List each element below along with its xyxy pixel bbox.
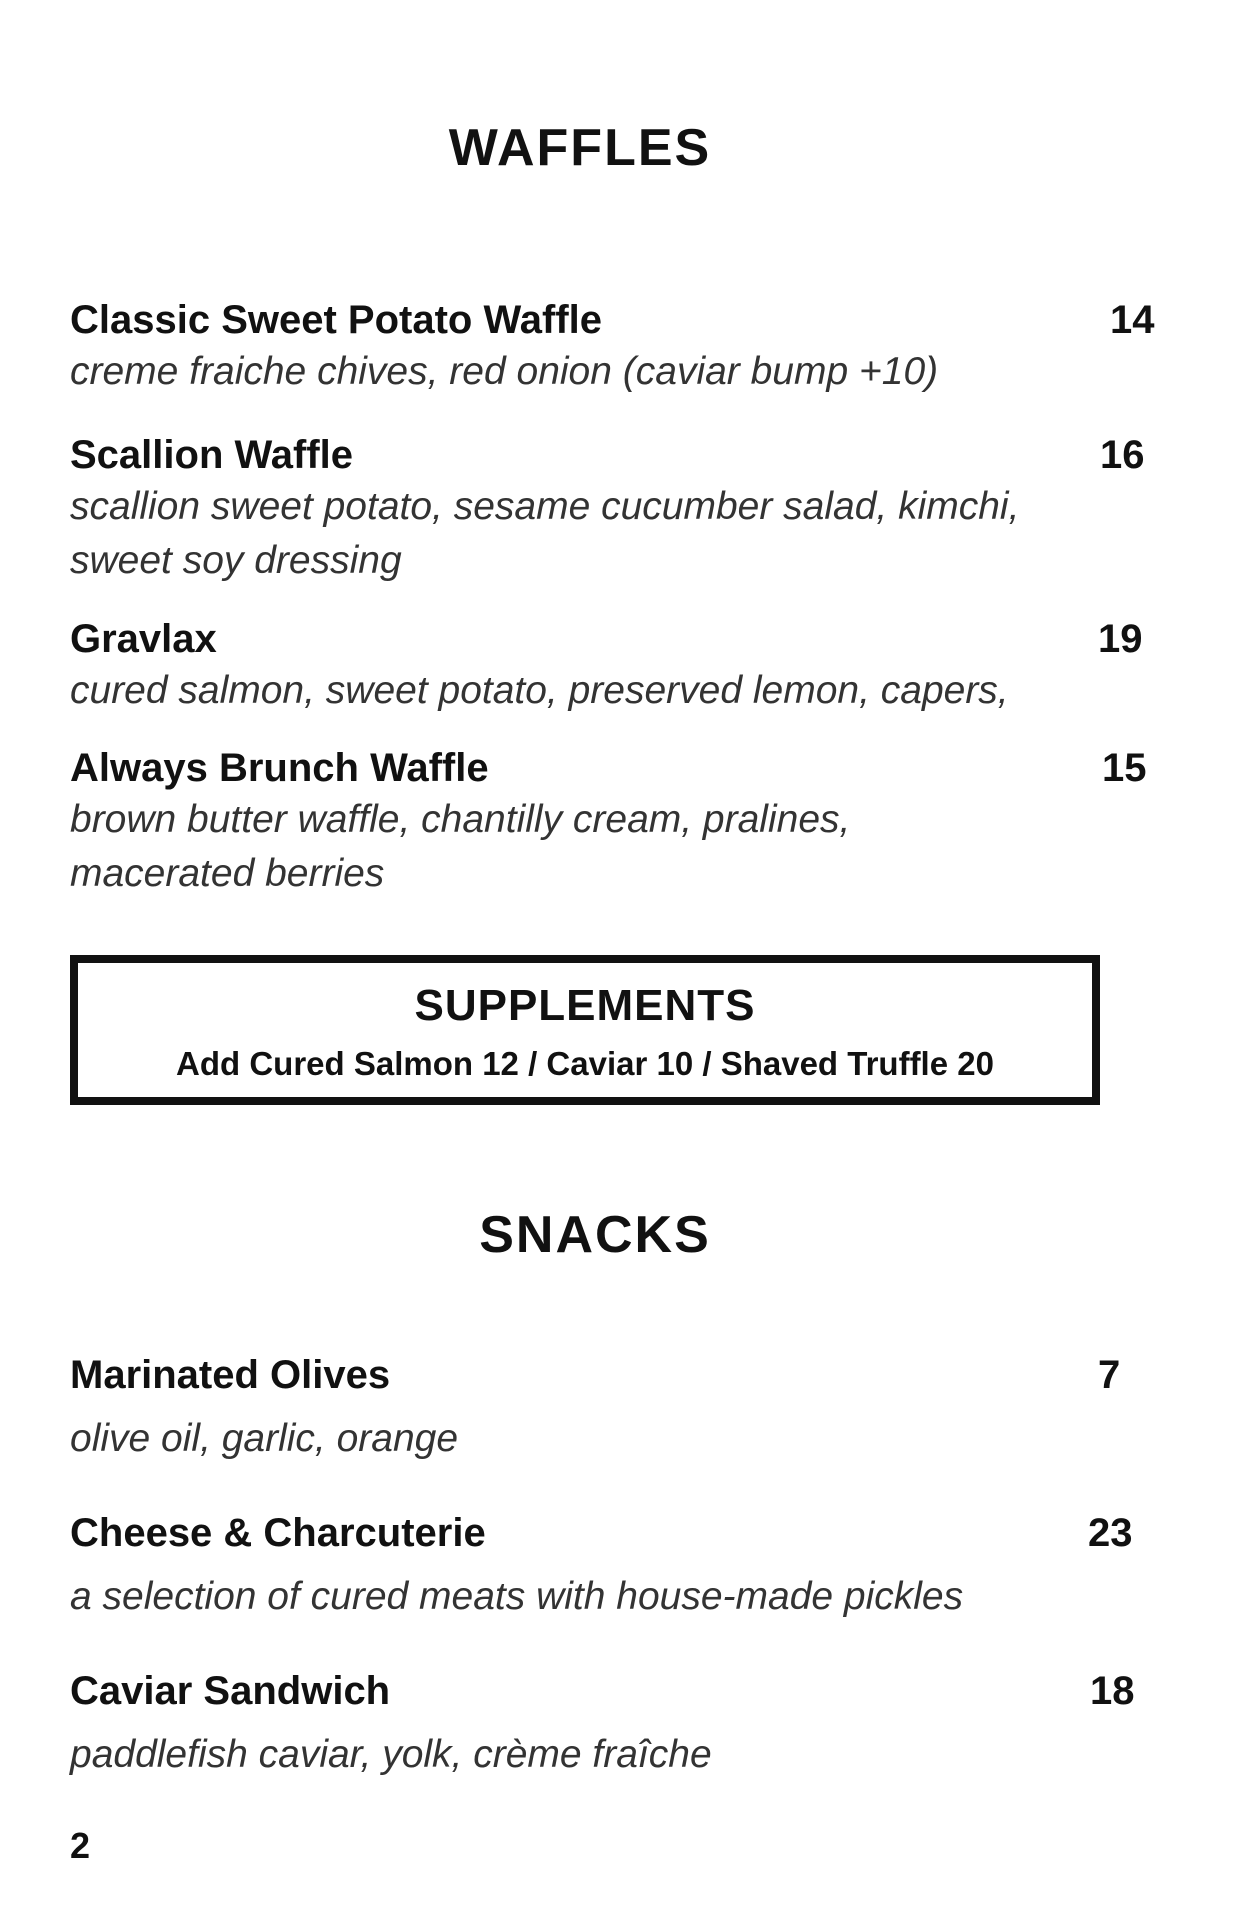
- item-name: Gravlax: [70, 617, 217, 661]
- menu-item-marinated-olives: [70, 1350, 1150, 1466]
- menu-item-scallion-waffle: [70, 430, 1150, 588]
- item-description: a selection of cured meats with house-made pickles: [70, 1575, 964, 1618]
- item-name: Scallion Waffle: [70, 433, 354, 477]
- item-description: creme fraiche chives, red onion (caviar bump +10): [70, 350, 939, 393]
- item-description: brown butter waffle, chantilly cream, pralines, macerated berries: [70, 798, 851, 895]
- snacks-heading: SNACKS: [479, 1206, 711, 1264]
- supplements-box: [70, 955, 1100, 1105]
- item-name: Classic Sweet Potato Waffle: [70, 298, 602, 342]
- item-name: Always Brunch Waffle: [70, 746, 489, 790]
- item-price: 19: [1098, 617, 1143, 661]
- item-name: Caviar Sandwich: [70, 1669, 391, 1713]
- menu-item-classic-sweet-potato-waffle: [70, 295, 1155, 399]
- item-description: paddlefish caviar, yolk, crème fraîche: [70, 1733, 712, 1776]
- item-name: Cheese & Charcuterie: [70, 1511, 486, 1555]
- item-price: 15: [1102, 746, 1147, 790]
- waffles-heading: WAFFLES: [448, 119, 712, 177]
- menu-item-gravlax: [70, 614, 1150, 718]
- menu-item-cheese-charcuterie: [70, 1508, 1150, 1624]
- item-description: scallion sweet potato, sesame cucumber salad, kimchi, sweet soy dressing: [70, 485, 1020, 582]
- supplements-text: Add Cured Salmon 12 / Caviar 10 / Shaved Truffle 20: [176, 1045, 994, 1082]
- item-price: 18: [1090, 1669, 1135, 1713]
- menu-item-always-brunch-waffle: [70, 743, 1150, 901]
- item-name: Marinated Olives: [70, 1353, 391, 1397]
- supplements-heading: SUPPLEMENTS: [414, 981, 756, 1030]
- menu-item-caviar-sandwich: [70, 1666, 1150, 1782]
- item-price: 23: [1088, 1511, 1133, 1555]
- item-price: 16: [1100, 433, 1145, 477]
- item-description: cured salmon, sweet potato, preserved lemon, capers,: [70, 669, 1009, 712]
- item-description: olive oil, garlic, orange: [70, 1417, 459, 1460]
- item-price: 7: [1098, 1353, 1121, 1397]
- page-number: 2: [70, 1825, 91, 1866]
- item-price: 14: [1110, 298, 1155, 342]
